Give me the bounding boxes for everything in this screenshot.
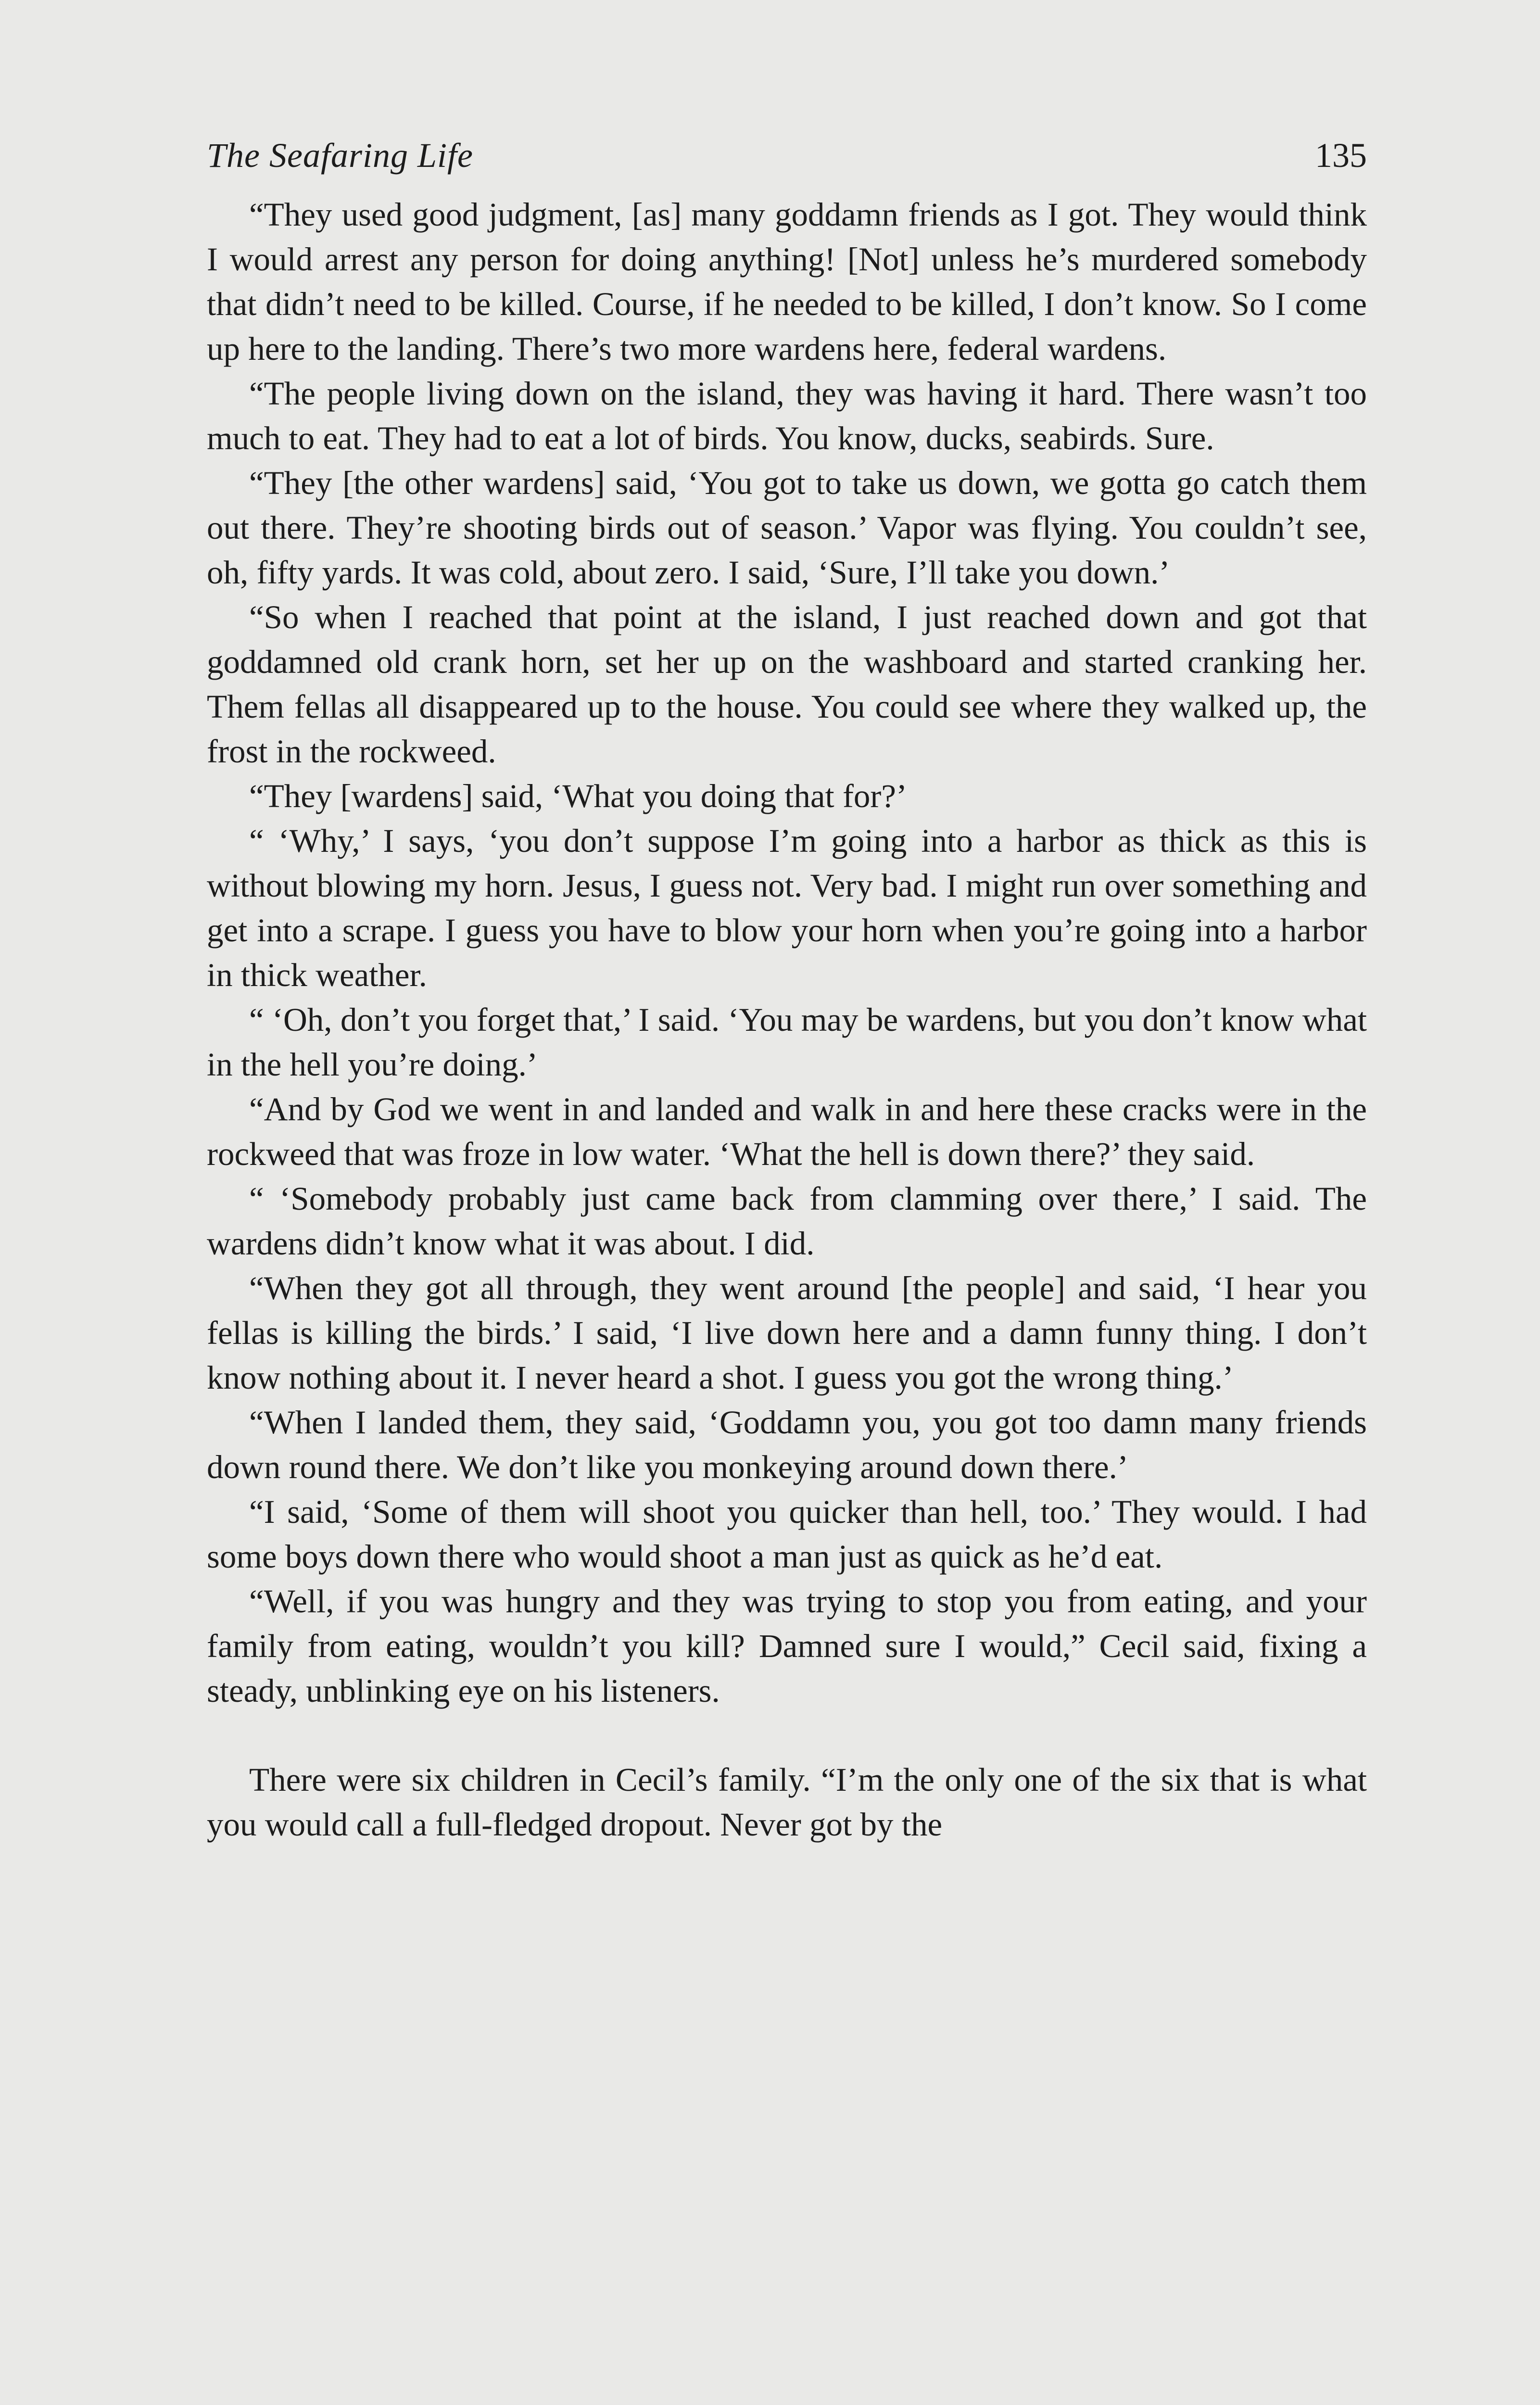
paragraph: “When I landed them, they said, ‘Goddamn you, you got too damn many friends down round there. We don’t like you monkeying around down there.’ [207, 1404, 1367, 1485]
paragraph: “Well, if you was hungry and they was trying to stop you from eating, and your family from eating, wouldn’t you kill? Damned sure I would,” Cecil said, fixing a steady, unblinking eye on his listeners. [207, 1583, 1367, 1709]
paragraph: “I said, ‘Some of them will shoot you quicker than hell, too.’ They would. I had some boys down there who would shoot a man just as quick as he’d eat. [207, 1494, 1367, 1575]
paragraph: “ ‘Somebody probably just came back from clamming over there,’ I said. The wardens didn’t know what it was about. I did. [207, 1180, 1367, 1262]
paragraph: “And by God we went in and landed and walk in and here these cracks were in the rockweed that was froze in low water. ‘What the hell is down there?’ they said. [207, 1091, 1367, 1172]
paragraph: “ ‘Oh, don’t you forget that,’ I said. ‘You may be wardens, but you don’t know what in the hell you’re doing.’ [207, 1001, 1367, 1083]
paragraph: “When they got all through, they went around [the people] and said, ‘I hear you fellas is killing the birds.’ I said, ‘I live down here and a damn funny thing. I don’t know nothing about it. I never heard a shot. I guess you got the wrong thing.’ [207, 1270, 1367, 1396]
page-number: 135 [1315, 136, 1367, 175]
paragraph: “So when I reached that point at the island, I just reached down and got that goddamned old crank horn, set her up on the washboard and started cranking her. Them fellas all disappeared up to the house. You could see where they walked up, the frost in the rockweed. [207, 599, 1367, 770]
paragraph: “They [wardens] said, ‘What you doing that for?’ [249, 778, 908, 814]
running-title: The Seafaring Life [207, 136, 473, 175]
paragraph: “The people living down on the island, they was having it hard. There wasn’t too much to eat. They had to eat a lot of birds. You know, ducks, seabirds. Sure. [207, 375, 1367, 456]
running-head [207, 129, 1367, 182]
paragraph: “They [the other wardens] said, ‘You got to take us down, we gotta go catch them out there. They’re shooting birds out of season.’ Vapor was flying. You couldn’t see, oh, fifty yards. It was cold, about zero. I said, ‘Sure, I’ll take you down.’ [207, 465, 1367, 591]
paragraph: “ ‘Why,’ I says, ‘you don’t suppose I’m going into a harbor as thick as this is without blowing my horn. Jesus, I guess not. Very bad. I might run over something and get into a scrape. I guess you have to blow your horn when you’re going into a harbor in thick weather. [207, 823, 1367, 993]
paragraph: “They used good judgment, [as] many goddamn friends as I got. They would think I would arrest any person for doing anything! [Not] unless he’s murdered somebody that didn’t need to be killed. Course, if he needed to be killed, I don’t know. So I come up here to the landing. There’s two more wardens here, federal wardens. [207, 196, 1367, 367]
body-text [207, 192, 1367, 2189]
paragraph: There were six children in Cecil’s family. “I’m the only one of the six that is what you would call a full-fledged dropout. Never got by the [207, 1761, 1367, 1843]
